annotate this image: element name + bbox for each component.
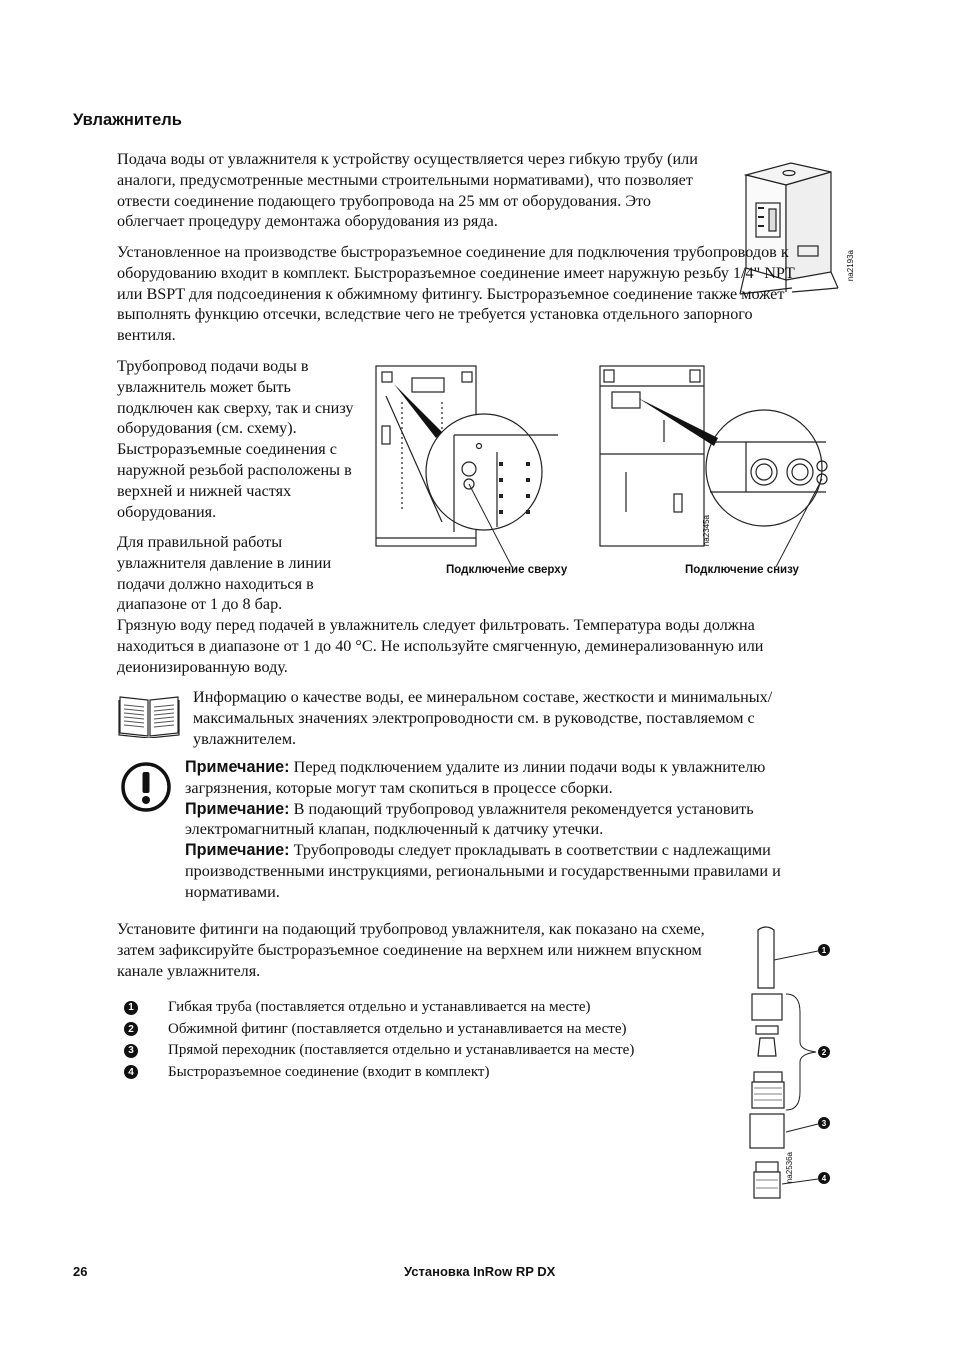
paragraph-connection-options: Трубопровод подачи воды в увлажнитель может быть подключен как сверху, так и снизу оборудования (см. схему). Быстроразъемные соединения с наружной резьбой расположены в верхней и нижней частях оборудования. xyxy=(117,357,354,521)
legend-text: Быстроразъемное соединение (входит в комплект) xyxy=(168,1063,490,1080)
figure-code-humidifier: na2193a xyxy=(846,250,855,282)
note-1 xyxy=(185,757,837,799)
note-1-label: Примечание: xyxy=(185,758,290,776)
paragraph-water-supply: Подача воды от увлажнителя к устройству осуществляется через гибкую трубу (или аналоги, предусмотренные местными строительными нормативами), что позволяет отвести соединение подающего трубопровода на 25 мм от оборудования. Это облегчает процедуру демонтажа оборудования из ряда. xyxy=(117,150,698,231)
legend-number-4: 4 xyxy=(124,1065,138,1079)
figure-code-connections: na2345a xyxy=(702,515,711,547)
note-3-text: Трубопроводы следует прокладывать в соответствии с надлежащими производственными инструкциями, региональными и государственными правилами и нормативами. xyxy=(185,841,781,901)
legend-item xyxy=(6,1062,706,1084)
bottom-connection-drawing xyxy=(596,362,840,574)
top-connection-drawing xyxy=(372,362,562,574)
svg-text:1: 1 xyxy=(821,946,827,955)
note-2-label: Примечание: xyxy=(185,799,290,818)
note-2 xyxy=(185,799,837,841)
caption-bottom-connection: Подключение снизу xyxy=(685,564,799,576)
bottom-connection-diagram xyxy=(596,362,840,574)
figure-code-fittings: na2536a xyxy=(785,1152,794,1184)
page-number: 26 xyxy=(73,1264,88,1279)
legend-number-2: 2 xyxy=(124,1022,138,1036)
notes-block xyxy=(185,757,837,903)
exclamation-icon xyxy=(120,761,172,813)
legend-number-3: 3 xyxy=(124,1044,138,1058)
svg-text:4: 4 xyxy=(821,1174,827,1183)
legend-number-1: 1 xyxy=(124,1001,138,1015)
note-3 xyxy=(185,840,837,902)
manual-book-icon xyxy=(117,692,181,738)
legend-text: Гибкая труба (поставляется отдельно и устанавливается на месте) xyxy=(168,999,591,1016)
footer-title: Установка InRow RP DX xyxy=(404,1264,556,1279)
fittings-legend xyxy=(6,997,706,1083)
paragraph-water-quality: Грязную воду перед подачей в увлажнитель следует фильтровать. Температура воды должна находиться в диапазоне от 1 до 40 °C. Не используйте смягченную, деминерализованную или деионизированную воду. xyxy=(117,616,764,676)
svg-text:3: 3 xyxy=(821,1119,827,1128)
note-1-text: Перед подключением удалите из линии подачи воды к увлажнителю загрязнения, которые могут там скопиться в процессе сборки. xyxy=(185,758,766,797)
note-3-label: Примечание: xyxy=(185,841,290,860)
note-2-text: В подающий трубопровод увлажнителя рекомендуется установить электромагнитный клапан, подключенный к датчику утечки. xyxy=(185,799,754,839)
legend-item xyxy=(6,1040,706,1062)
paragraph-install-fittings: Установите фитинги на подающий трубопровод увлажнителя, как показано на схеме, затем зафиксируйте быстроразъемное соединение на верхнем или нижнем впускном канале увлажнителя. xyxy=(117,920,705,980)
caption-top-connection: Подключение сверху xyxy=(446,564,568,576)
legend-item xyxy=(6,1019,706,1041)
info-box-text: Информацию о качестве воды, ее минеральном составе, жесткости и минимальных/максимальных значениях электропроводности см. в руководстве, поставляемом с увлажнителем. xyxy=(193,688,773,748)
section-title: Увлажнитель xyxy=(73,111,182,129)
legend-text: Обжимной фитинг (поставляется отдельно и устанавливается на месте) xyxy=(168,1020,627,1037)
paragraph-pressure: Для правильной работы увлажнителя давление в линии подачи должно находиться в диапазоне от 1 до 8 бар. xyxy=(117,533,332,614)
top-connection-diagram xyxy=(372,362,562,574)
paragraph-quick-connect: Установленное на производстве быстроразъемное соединение для подключения трубопроводов к оборудованию входит в комплект. Быстроразъемное соединение имеет наружную резьбу 1/4" NPT или BSPT для подсоединения к обжимному фитингу. Быстроразъемное соединение также может выполнять функцию отсечки, вследствие чего не требуется установка отдельного запорного вентиля. xyxy=(117,243,795,345)
svg-text:2: 2 xyxy=(821,1048,827,1057)
legend-item xyxy=(6,997,706,1019)
legend-text: Прямой переходник (поставляется отдельно и устанавливается на месте) xyxy=(168,1042,635,1059)
